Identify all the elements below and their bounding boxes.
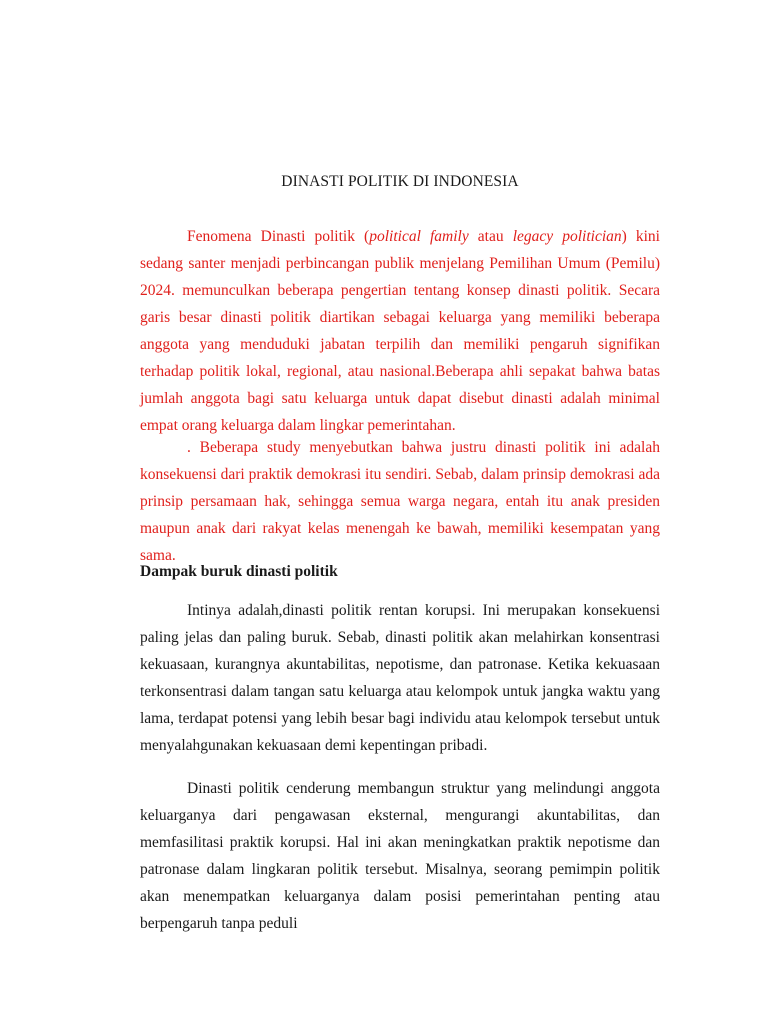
- intro-paragraph: [140, 223, 660, 439]
- impact-paragraph-2: Dinasti politik cenderung membangun struktur yang melindungi anggota keluarganya dari pengawasan eksternal, mengurangi akuntabilitas, dan memfasilitasi praktik korupsi. Hal ini akan meningkatkan praktik nepotisme dan patronase dalam lingkaran politik tersebut. Misalnya, seorang pemimpin politik akan menempatkan keluarganya dalam posisi pemerintahan penting atau berpengaruh tanpa peduli: [140, 780, 660, 932]
- section-heading: Dampak buruk dinasti politik: [140, 563, 338, 580]
- intro-text-part3: ) kini sedang santer menjadi perbincangan publik menjelang Pemilihan Umum (Pemilu) 2024. memunculkan beberapa pengertian tentang konsep dinasti politik. Secara garis besar dinasti politik diartikan sebagai keluarga yang memiliki beberapa anggota yang menduduki jabatan terpilih dan memiliki pengaruh signifikan terhadap politik lokal, regional, atau nasional.Beberapa ahli sepakat bahwa batas jumlah anggota bagi satu keluarga untuk dapat disebut dinasti adalah minimal empat orang keluarga dalam lingkar pemerintahan.: [140, 228, 660, 434]
- document-title: DINASTI POLITIK DI INDONESIA: [281, 173, 519, 190]
- impact-paragraph-1: Intinya adalah,dinasti politik rentan korupsi. Ini merupakan konsekuensi paling jelas dan paling buruk. Sebab, dinasti politik akan melahirkan konsentrasi kekuasaan, kurangnya akuntabilitas, nepotisme, dan patronase. Ketika kekuasaan terkonsentrasi dalam tangan satu keluarga atau kelompok untuk jangka waktu yang lama, terdapat potensi yang lebih besar bagi individu atau kelompok tersebut untuk menyalahgunakan kekuasaan demi kepentingan pribadi.: [140, 602, 660, 754]
- intro-term-political-family: political family: [369, 228, 469, 245]
- intro-text-part2: atau: [468, 228, 513, 245]
- intro-term-legacy-politician: legacy politician: [512, 228, 622, 245]
- study-paragraph: . Beberapa study menyebutkan bahwa justru dinasti politik ini adalah konsekuensi dari praktik demokrasi itu sendiri. Sebab, dalam prinsip demokrasi ada prinsip persamaan hak, sehingga semua warga negara, entah itu anak presiden maupun anak dari rakyat kelas menengah ke bawah, memiliki kesempatan yang sama.: [140, 439, 660, 564]
- impact-paragraph-2-container: [140, 775, 660, 932]
- intro-text-part1: Fenomena Dinasti politik (: [187, 228, 370, 245]
